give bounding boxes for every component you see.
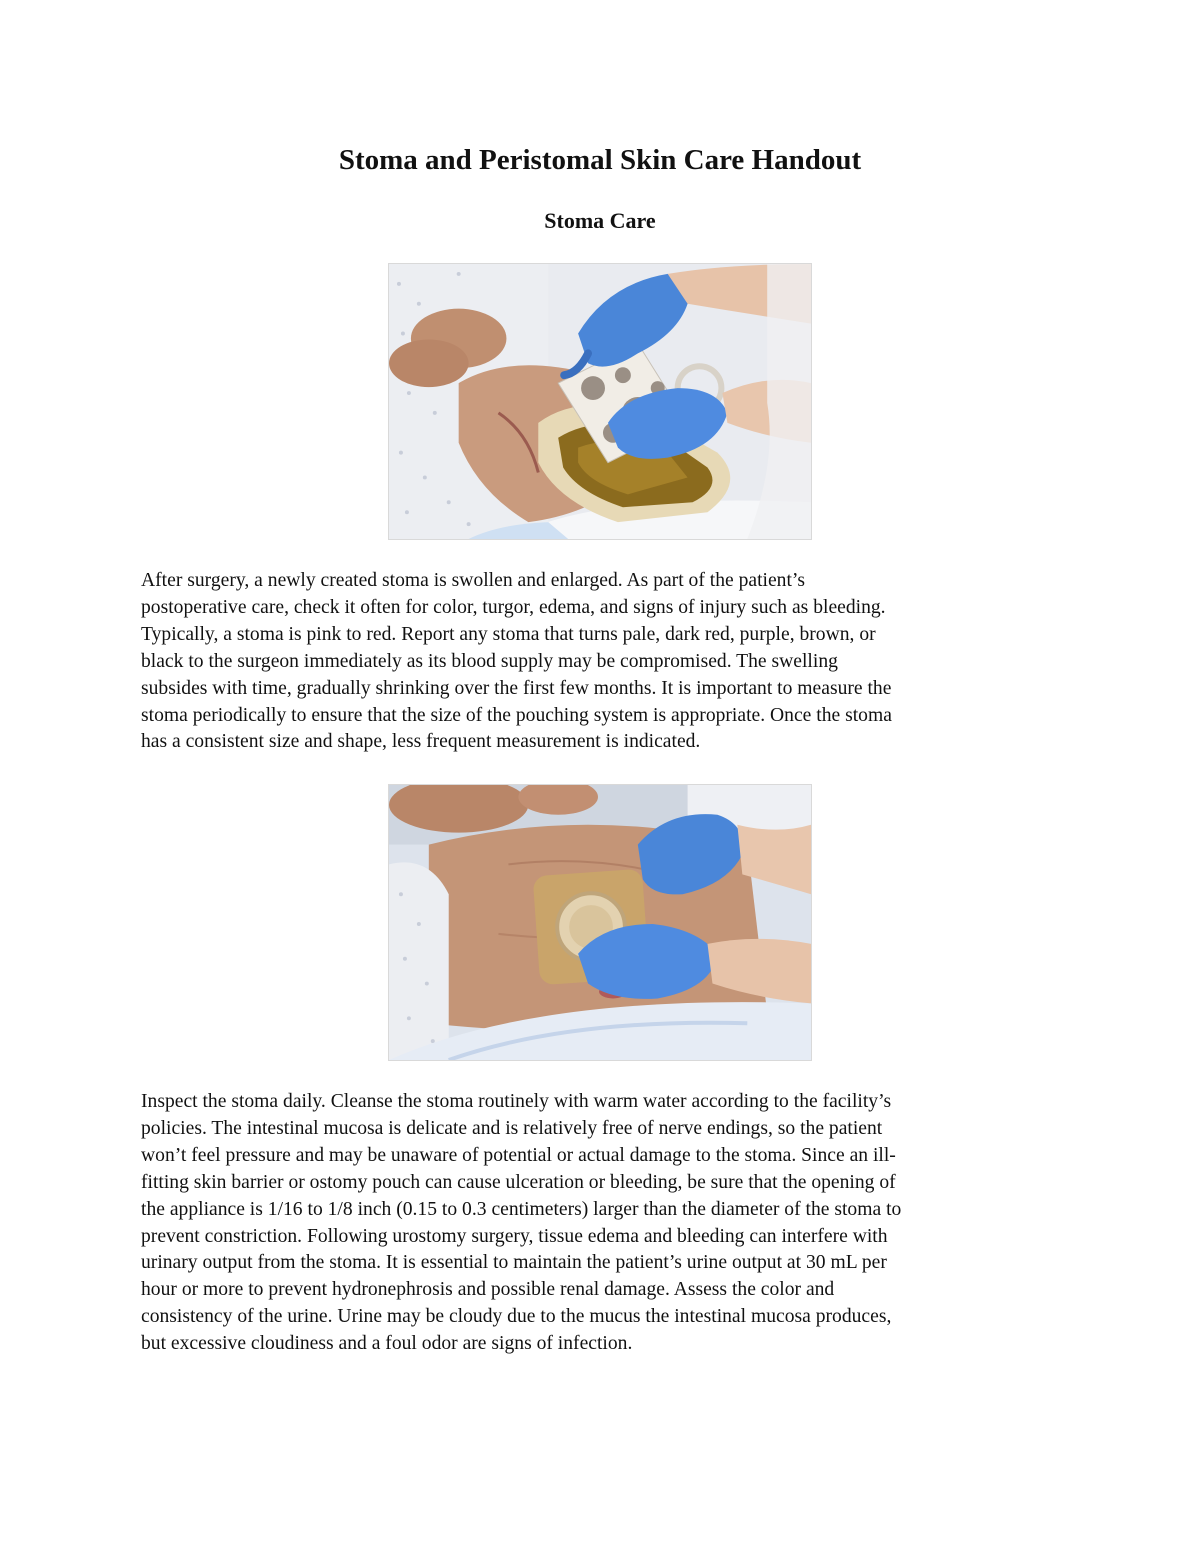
paragraph-stoma-inspection: Inspect the stoma daily. Cleanse the stoma routinely with warm water according to the facility’s policies. The intestinal mucosa is delicate and is relatively free of nerve endings, so the patient won’t feel pressure and may be unaware of potential or actual damage to the stoma. Since an ill- fitting skin barrier or ostomy pouch can cause ulceration or bleeding, be sure that the opening of the appliance is 1/16 to 1/8 inch (0.15 to 0.3 centimeters) larger than the diameter of the stoma to prevent constriction. Following urostomy surgery, tissue edema and bleeding can interfere with urinary output from the stoma. It is essential to maintain the patient’s urine output at 30 mL per hour or more to prevent hydronephrosis and possible renal damage. Assess the color and consistency of the urine. Urine may be cloudy due to the mucus the intestinal mucosa produces, but excessive cloudiness and a foul odor are signs of infection. bbox=[141, 1091, 902, 1355]
paragraph-stoma-postoperative-care: After surgery, a newly created stoma is swollen and enlarged. As part of the patient’s postoperative care, check it often for color, turgor, edema, and signs of injury such as bleeding. Typically, a stoma is pink to red. Report any stoma that turns pale, dark red, purple, brown, or black to the surgeon immediately as its blood supply may be compromised. The swelling subsides with time, gradually shrinking over the first few months. It is important to measure the stoma periodically to ensure that the size of the pouching system is appropriate. Once the stoma has a consistent size and shape, less frequent measurement is indicated. bbox=[141, 570, 892, 753]
stoma-measuring-illustration bbox=[389, 264, 811, 539]
stoma-measuring-photo bbox=[388, 263, 812, 540]
skin-barrier-application-photo bbox=[388, 784, 812, 1061]
skin-barrier-illustration bbox=[389, 785, 811, 1060]
section-heading-stoma-care: Stoma Care bbox=[544, 208, 656, 233]
document-title: Stoma and Peristomal Skin Care Handout bbox=[338, 144, 862, 176]
